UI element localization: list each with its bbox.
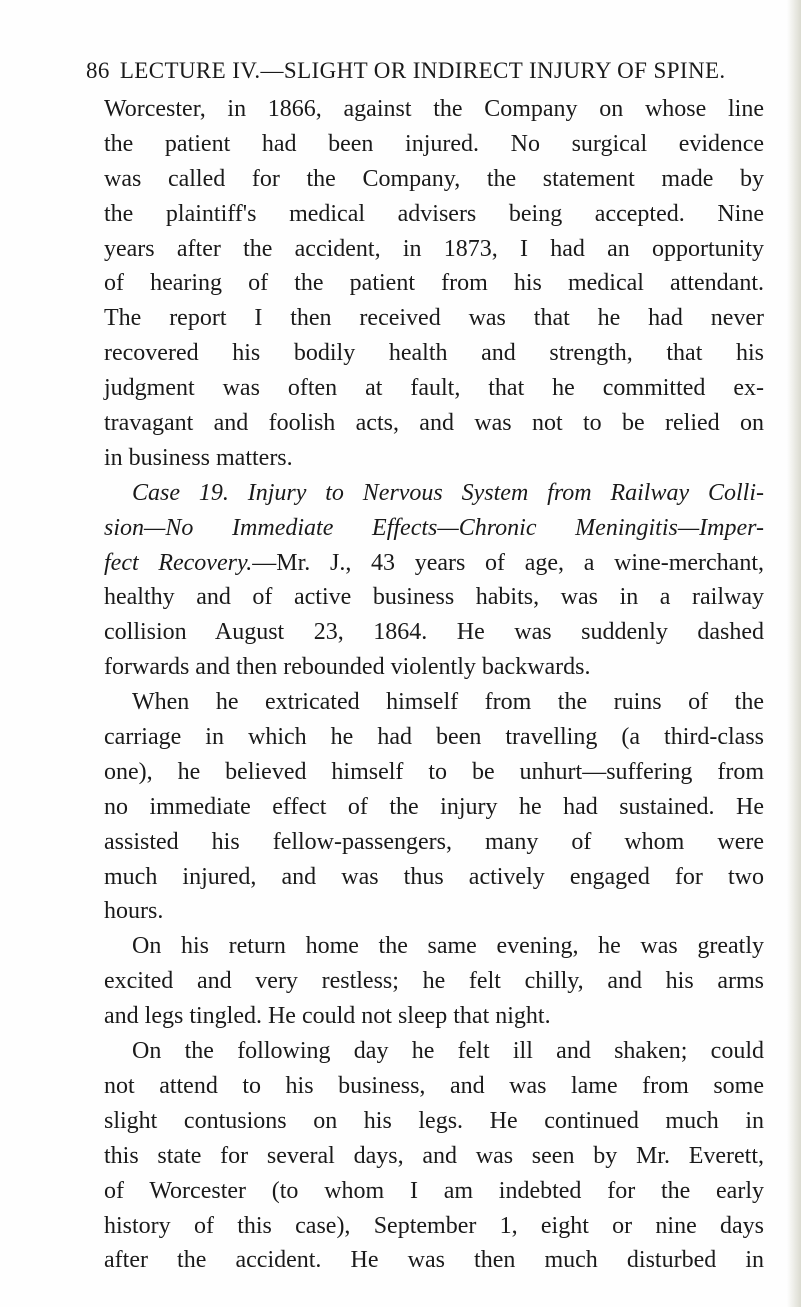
text-line: excited and very restless; he felt chilly, and his arms (104, 968, 764, 995)
text-line: travagant and foolish acts, and was not to be relied on (104, 410, 764, 437)
text-line: history of this case), September 1, eight or nine days (104, 1212, 764, 1239)
case-intro-text: —Mr. J., 43 years of age, a wine-merchant, (252, 549, 764, 576)
text-line: assisted his fellow-passengers, many of whom were (104, 828, 764, 855)
text-line: not attend to his business, and was lame from some (104, 1072, 764, 1099)
case-heading-line-3 (104, 546, 764, 581)
text-line: The report I then received was that he had never (104, 305, 764, 332)
text-line: was called for the Company, the statement made by (104, 165, 764, 192)
text-line: On the following day he felt ill and shaken; could (132, 1038, 764, 1065)
text-line: recovered his bodily health and strength, that his (104, 340, 764, 367)
text-line: after the accident. He was then much disturbed in (104, 1247, 764, 1274)
case-heading-line-1 (104, 476, 764, 511)
text-line: hours. (104, 898, 164, 925)
text-line: Worcester, in 1866, against the Company on whose line (104, 96, 764, 122)
page-edge-shadow (787, 0, 801, 1307)
text-line: forwards and then rebounded violently backwards. (104, 654, 591, 681)
text-line: no immediate effect of the injury he had sustained. He (104, 793, 764, 820)
text-line: On his return home the same evening, he was greatly (132, 933, 764, 960)
text-line: When he extricated himself from the ruins of the (132, 689, 764, 716)
text-line: healthy and of active business habits, was in a railway (104, 584, 764, 611)
text-line: of hearing of the patient from his medical attendant. (104, 270, 764, 297)
page-number: 86 (86, 58, 110, 83)
case-heading-text: fect Recovery. (104, 549, 253, 576)
text-line: years after the accident, in 1873, I had an opportunity (104, 235, 764, 262)
text-line: much injured, and was thus actively engaged for two (104, 863, 764, 890)
body-text (104, 92, 764, 1278)
case-heading-line-2 (104, 511, 764, 546)
text-line: collision August 23, 1864. He was suddenly dashed (104, 619, 764, 646)
text-line: the plaintiff's medical advisers being accepted. Nine (104, 200, 764, 227)
running-header (86, 58, 776, 84)
text-line: judgment was often at fault, that he committed ex- (104, 375, 764, 402)
case-heading-text: sion—No Immediate Effects—Chronic Meningitis—Imper- (104, 514, 764, 541)
text-line: this state for several days, and was seen by Mr. Everett, (104, 1142, 764, 1169)
text-line: one), he believed himself to be unhurt—suffering from (104, 758, 764, 785)
case-heading-text: Case 19. Injury to Nervous System from Railway Colli- (132, 479, 764, 506)
text-line: carriage in which he had been travelling (a third-class (104, 724, 764, 751)
text-line: and legs tingled. He could not sleep that night. (104, 1003, 551, 1030)
running-title: LECTURE IV.—SLIGHT OR INDIRECT INJURY OF SPINE. (119, 58, 726, 83)
text-line: slight contusions on his legs. He continued much in (104, 1107, 764, 1134)
text-line: of Worcester (to whom I am indebted for the early (104, 1177, 764, 1204)
text-line: in business matters. (104, 444, 293, 471)
text-line: the patient had been injured. No surgical evidence (104, 130, 764, 157)
